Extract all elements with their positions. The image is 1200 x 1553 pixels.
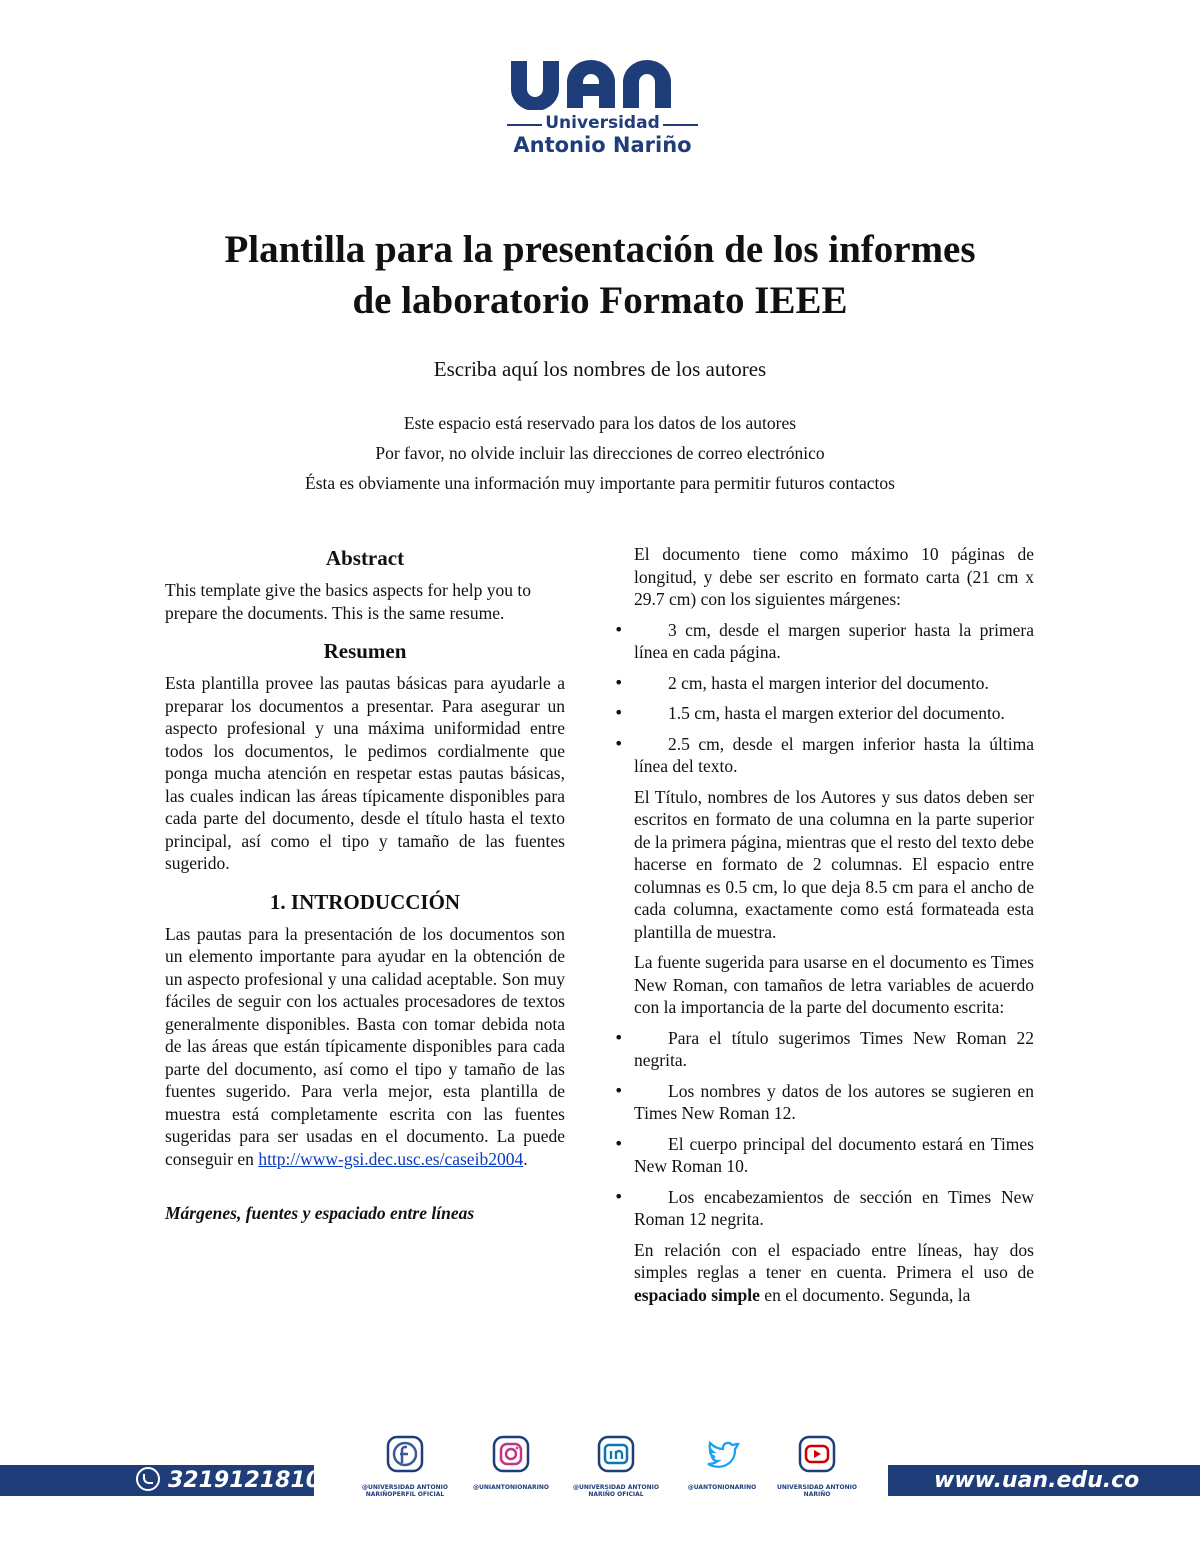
page-format-paragraph: El documento tiene como máximo 10 páginas de longitud, y debe ser escrito en formato carta (21 cm x 29.7 cm) con los siguientes márgenes: — [634, 544, 1034, 609]
list-item: • 2 cm, hasta el margen interior del documento. — [634, 672, 1034, 695]
abstract-heading: Abstract — [325, 546, 405, 570]
intro-heading: 1. INTRODUCCIÓN — [269, 889, 461, 914]
intro-body: Las pautas para la presentación de los documentos son un elemento importante para ayudar en la obtención de un aspecto profesional y una calidad aceptable. Son muy fáciles de seguir con los actuales procesadores de textos generalmente disponibles. Basta con tomar debida nota de las áreas que están típicamente disponibles para cada parte del documento, así como el tipo y tamaño de las fuentes sugerido. Para verla mejor, esta plantilla de muestra está completamente escrita con las fuentes sugeridas para ser usadas en el documento. La puede conseguir en — [165, 923, 565, 1169]
phone-contact[interactable] — [136, 1467, 321, 1495]
margins-subheading: Márgenes, fuentes y espaciado entre líneas — [165, 1203, 475, 1223]
linkedin-icon — [597, 1435, 635, 1473]
list-item: • Los nombres y datos de los autores se sugieren en Times New Roman 12. — [634, 1080, 1034, 1125]
list-item: • Para el título sugerimos Times New Roman 22 negrita. — [634, 1027, 1034, 1072]
social-youtube[interactable]: UNIVERSIDAD ANTONIO NARIÑO — [767, 1435, 867, 1498]
document-title — [100, 224, 1100, 326]
author-data-line: Ésta es obviamente una información muy importante para permitir futuros contactos — [305, 473, 895, 493]
website-link[interactable]: www.uan.edu.co — [934, 1468, 1140, 1493]
list-item: • Los encabezamientos de sección en Times New Roman 12 negrita. — [634, 1186, 1034, 1231]
author-data-line: Por favor, no olvide incluir las direcciones de correo electrónico — [375, 443, 825, 463]
intro-text: Las pautas para la presentación de los documentos son un elemento importante para ayudar en la obtención de un aspecto profesional y una calidad aceptable. Son muy fáciles de seguir con los actuales procesadores de textos generalmente disponibles. Basta con tomar debida nota de las áreas que están típicamente disponibles para cada parte del documento, así como el tipo y tamaño de las fuentes sugerido. Para verla mejor, esta plantilla de muestra está completamente escrita con las fuentes sugeridas para ser usadas en el documento. La puede conseguir en http://www-gsi.dec.usc.es/caseib2004. — [165, 923, 565, 1169]
instagram-icon — [492, 1435, 530, 1473]
whatsapp-icon — [136, 1467, 160, 1491]
social-linkedin[interactable]: @UNIVERSIDAD ANTONIO NARIÑO OFICIAL — [566, 1435, 666, 1498]
uan-logo-letters — [505, 58, 700, 110]
fonts-paragraph: La fuente sugerida para usarse en el documento es Times New Roman, con tamaños de letra variables de acuerdo con la importancia de la parte del documento escrita: — [634, 952, 1034, 1017]
social-instagram[interactable]: @UNIANTONIONARINO — [461, 1435, 561, 1491]
logo-universidad: Universidad — [542, 113, 662, 133]
list-item: • 1.5 cm, hasta el margen exterior del documento. — [634, 702, 1034, 725]
logo-antonio-narino: Antonio Nariño — [513, 133, 692, 157]
list-item: • El cuerpo principal del documento estará en Times New Roman 10. — [634, 1133, 1034, 1178]
resumen-text: Esta plantilla provee las pautas básicas para ayudarle a preparar los documentos a presentar. Para asegurar un aspecto profesional y una máxima uniformidad entre todos los documentos, le pedimos cordialmente que ponga mucha atención en respetar estas pautas básicas, las cuales indican las áreas típicamente disponibles para cada parte del documento, desde el título hasta el texto principal, así como el tipo y tamaño de las fuentes sugerido. — [165, 673, 565, 873]
fonts-list — [634, 1027, 1034, 1231]
title-line-1: Plantilla para la presentación de los informes — [224, 228, 976, 271]
list-item: • 2.5 cm, desde el margen inferior hasta la última línea del texto. — [634, 733, 1034, 778]
social-facebook[interactable]: @UNIVERSIDAD ANTONIO NARIÑOPERFIL OFICIAL — [355, 1435, 455, 1498]
social-twitter[interactable]: @UANTONIONARINO — [672, 1435, 772, 1491]
margins-list — [634, 619, 1034, 778]
authors-names: Escriba aquí los nombres de los autores — [433, 357, 767, 381]
caseib-link[interactable]: http://www-gsi.dec.usc.es/caseib2004 — [258, 1148, 524, 1169]
list-item: • 3 cm, desde el margen superior hasta la primera línea en cada página. — [634, 619, 1034, 664]
left-column — [165, 545, 565, 1233]
twitter-icon — [703, 1435, 741, 1473]
youtube-icon — [798, 1435, 836, 1473]
facebook-icon — [386, 1435, 424, 1473]
authors-data — [0, 408, 1200, 498]
columns-paragraph: El Título, nombres de los Autores y sus datos deben ser escritos en formato de una columna en la parte superior de la primera página, mientras que el resto del texto debe hacerse en formato de 2 columnas. El espacio entre columnas es 0.5 cm, lo que deja 8.5 cm para el ancho de cada columna, exactamente como está formateada esta plantilla de muestra. — [634, 786, 1034, 942]
title-line-2: de laboratorio Formato IEEE — [352, 279, 848, 322]
uan-logo — [505, 58, 700, 157]
resumen-heading: Resumen — [323, 639, 407, 663]
abstract-text: This template give the basics aspects for help you to prepare the documents. This is the same resume. — [165, 580, 531, 623]
spacing-paragraph: En relación con el espaciado entre líneas, hay dos simples reglas a tener en cuenta. Primera el uso de espaciado simple en el documento. Segunda, la — [634, 1239, 1034, 1305]
right-column — [634, 543, 1034, 1314]
spacing-emphasis: espaciado simple — [634, 1284, 760, 1305]
author-data-line: Este espacio está reservado para los datos de los autores — [403, 413, 797, 433]
phone-number: 3219121810 — [168, 1468, 322, 1493]
footer — [0, 1430, 1200, 1530]
